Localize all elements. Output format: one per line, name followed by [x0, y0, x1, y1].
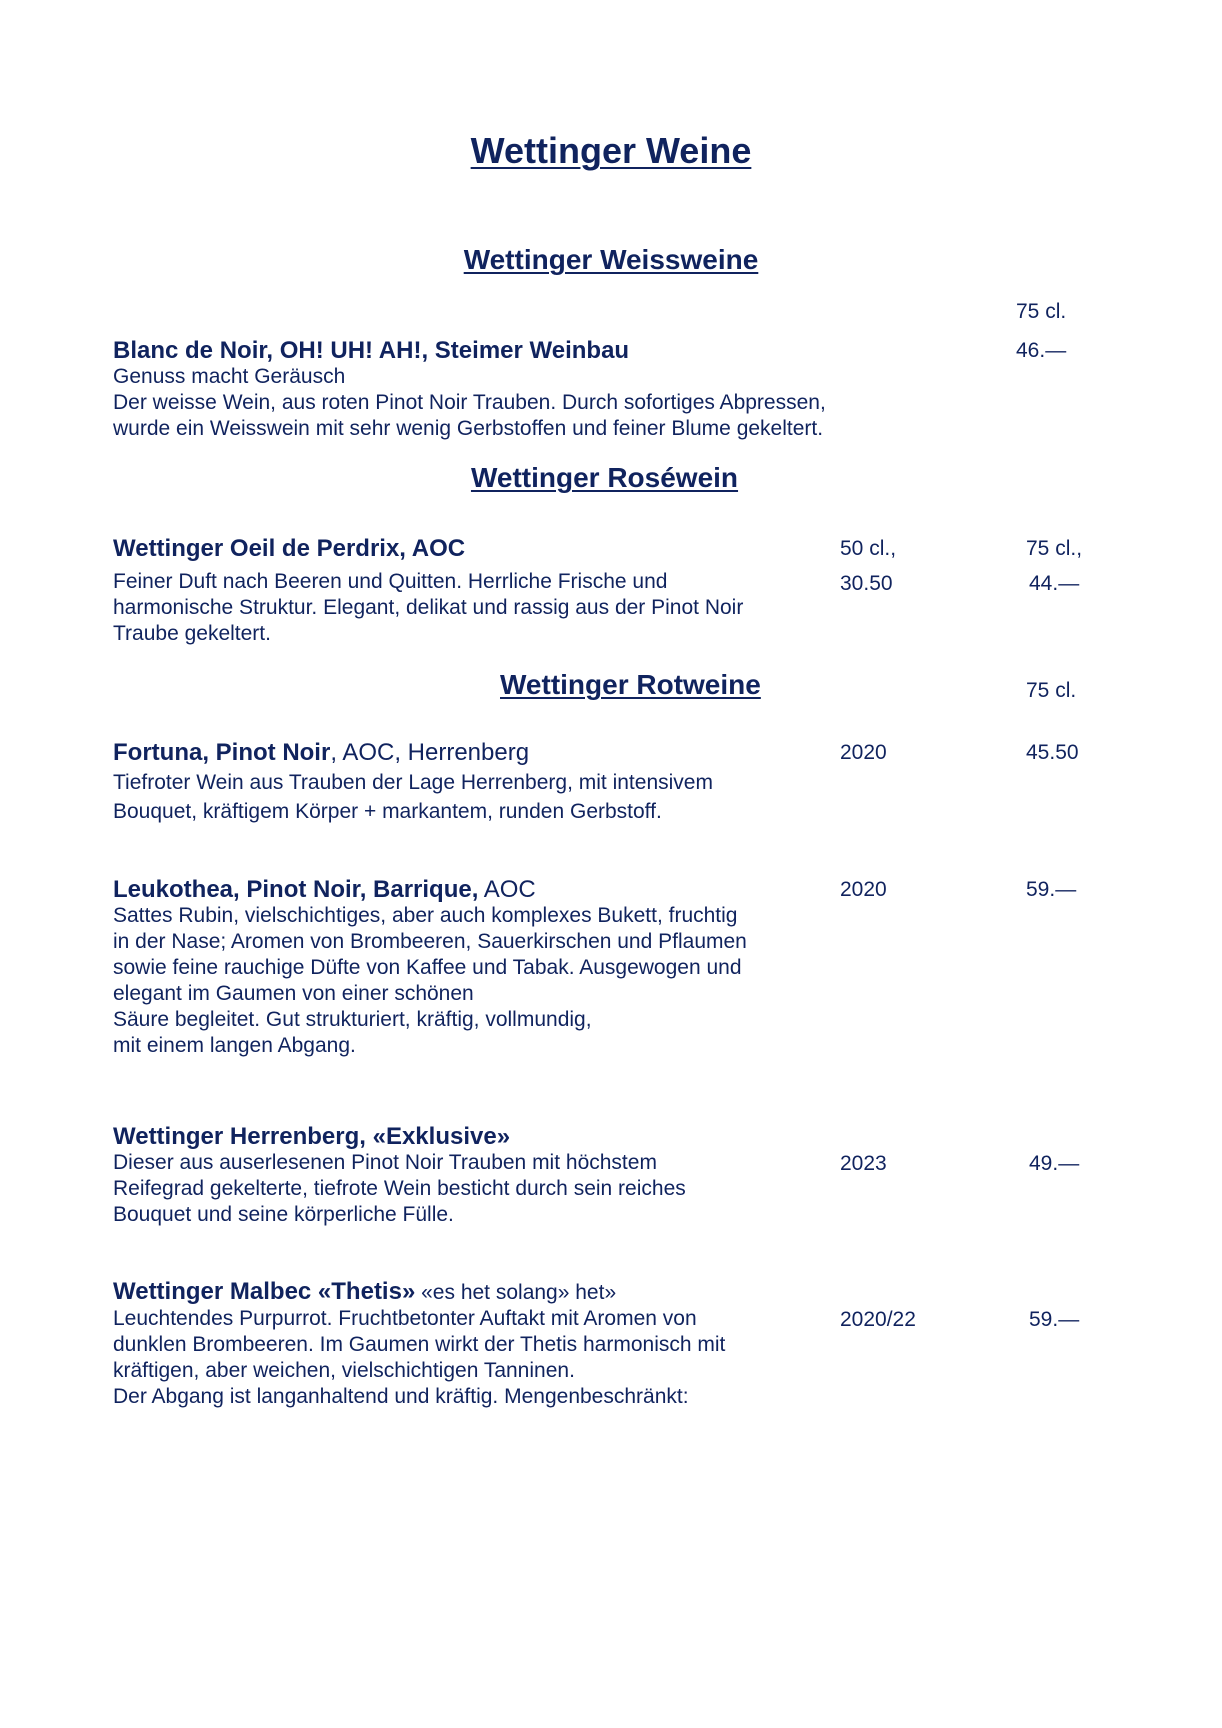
wine-price-fortuna: 45.50	[1026, 741, 1079, 764]
wine-year-leukothea: 2020	[840, 878, 887, 901]
wine-price-leukothea: 59.—	[1026, 878, 1077, 901]
price-small-rose: 30.50	[840, 572, 893, 595]
section-heading-rosewein: Wettinger Roséwein	[470, 462, 739, 493]
wine-price-blanc-de-noir: 46.—	[1016, 339, 1067, 362]
wine-desc-herrenberg-exklusive: Dieser aus auserlesenen Pinot Noir Trauben mit höchstem Reifegrad gekelterte, tiefrote Wein besticht durch sein reiches Bouquet und seine körperliche Fülle.	[113, 1151, 686, 1226]
page-title: Wettinger Weine	[470, 130, 752, 171]
wine-desc-fortuna: Tiefroter Wein aus Trauben der Lage Herrenberg, mit intensivem Bouquet, kräftigem Körper + markantem, runden Gerbstoff.	[113, 771, 713, 823]
wine-name-oeil-de-perdrix: Wettinger Oeil de Perdrix, AOC	[113, 535, 466, 562]
wine-desc-malbec-thetis: Leuchtendes Purpurrot. Fruchtbetonter Auftakt mit Aromen von dunklen Brombeeren. Im Gaumen wirkt der Thetis harmonisch mit kräftigen, aber weichen, vielschichtigen Tanninen. Der Abgang ist langanhaltend und kräftig. Mengenbeschränkt:	[113, 1307, 726, 1408]
price-large-rose: 44.—	[1029, 572, 1080, 595]
section-heading-rotweine: Wettinger Rotweine	[500, 669, 761, 700]
wine-year-herrenberg-exklusive: 2023	[840, 1152, 887, 1175]
size-large-rose: 75 cl.,	[1026, 537, 1083, 560]
wine-year-fortuna: 2020	[840, 741, 887, 764]
size-label-weiss: 75 cl.	[1016, 300, 1067, 323]
wine-name-fortuna: Fortuna, Pinot Noir, AOC, Herrenberg	[113, 739, 530, 766]
wine-name-blanc-de-noir: Blanc de Noir, OH! UH! AH!, Steimer Weinbau	[113, 337, 630, 364]
wine-name-malbec-thetis: Wettinger Malbec «Thetis» «es het solang» het»	[113, 1278, 617, 1305]
wine-price-herrenberg-exklusive: 49.—	[1029, 1152, 1080, 1175]
wine-year-malbec-thetis: 2020/22	[840, 1308, 916, 1331]
section-heading-weissweine: Wettinger Weissweine	[463, 244, 759, 275]
wine-desc-blanc-de-noir: Genuss macht Geräusch Der weisse Wein, aus roten Pinot Noir Trauben. Durch sofortiges Abpressen, wurde ein Weisswein mit sehr wenig Gerbstoffen und feiner Blume gekeltert.	[113, 365, 826, 440]
wine-price-malbec-thetis: 59.—	[1029, 1308, 1080, 1331]
size-label-rot: 75 cl.	[1026, 679, 1077, 702]
size-small-rose: 50 cl.,	[840, 537, 897, 560]
wine-desc-leukothea: Sattes Rubin, vielschichtiges, aber auch komplexes Bukett, fruchtig in der Nase; Aromen von Brombeeren, Sauerkirschen und Pflaumen sowie feine rauchige Düfte von Kaffee und Tabak. Ausgewogen und elegant im Gaumen von einer schönen Säure begleitet. Gut strukturiert, kräftig, vollmundig, mit einem langen Abgang.	[113, 904, 747, 1057]
wine-desc-oeil-de-perdrix: Feiner Duft nach Beeren und Quitten. Herrliche Frische und harmonische Struktur. Elegant, delikat und rassig aus der Pinot Noir Traube gekeltert.	[113, 570, 744, 645]
wine-name-leukothea: Leukothea, Pinot Noir, Barrique, AOC	[113, 876, 536, 903]
wine-name-herrenberg-exklusive: Wettinger Herrenberg, «Exklusive»	[113, 1123, 511, 1150]
